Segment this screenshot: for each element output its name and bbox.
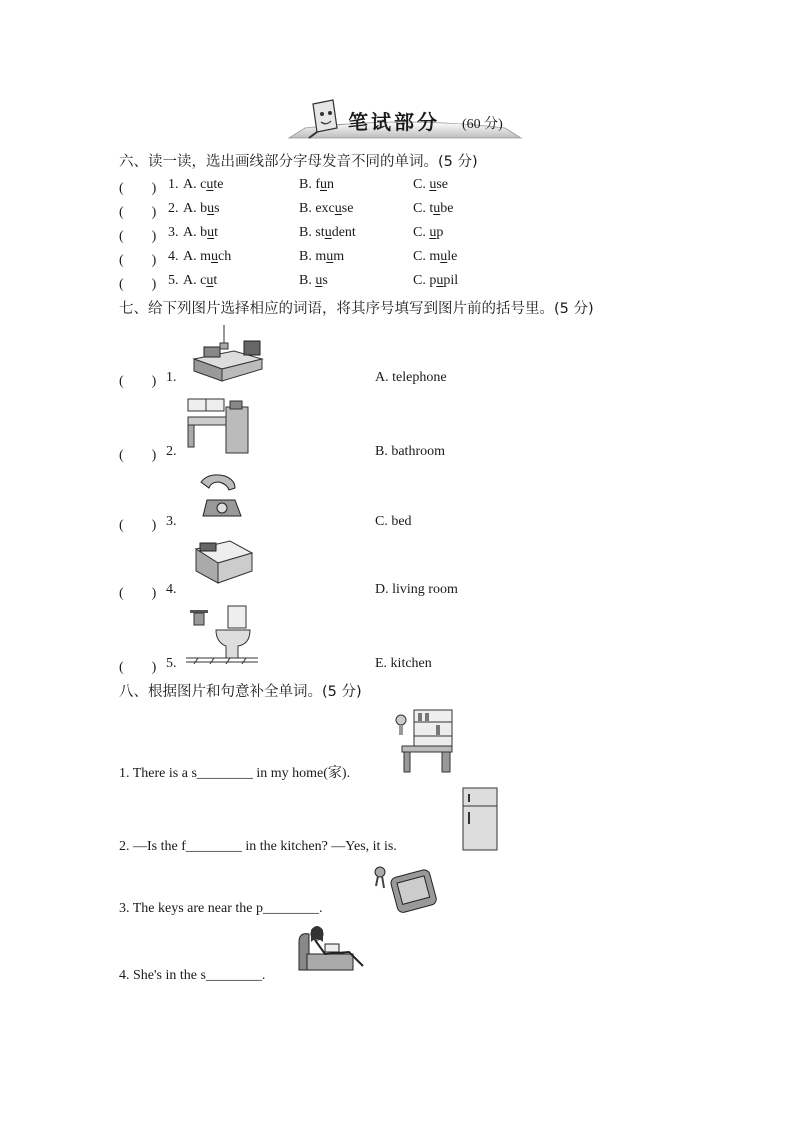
fill-sentence-2: 2. —Is the f________ in the kitchen? —Yes, it is.	[119, 839, 397, 854]
bed-icon	[190, 535, 256, 593]
option-word-pre: b	[200, 201, 208, 216]
option-label: B.	[299, 249, 312, 264]
option-c	[413, 273, 458, 289]
option-word-underlined: u	[429, 177, 437, 192]
question-number: 4.	[166, 582, 177, 597]
word-option: D. living room	[375, 582, 458, 597]
option-label: A.	[183, 201, 197, 216]
option-word-pre: m	[315, 249, 327, 264]
answer-paren: ( )	[119, 205, 157, 220]
option-word-underlined: u	[334, 201, 342, 216]
question-number: 5.	[168, 273, 179, 288]
answer-paren: ( )	[119, 660, 157, 675]
option-word-post: m	[333, 249, 345, 264]
option-c	[413, 201, 453, 217]
option-word-underlined: u	[326, 249, 334, 264]
section6-heading: 六、读一读，选出画线部分字母发音不同的单词。(5 分)	[119, 154, 478, 170]
question-number: 3.	[166, 514, 177, 529]
living-room-icon	[190, 323, 265, 385]
answer-paren: ( )	[119, 448, 157, 463]
option-label: C.	[413, 273, 426, 288]
sofa-woman-icon	[295, 922, 369, 978]
fridge-icon	[460, 786, 500, 852]
fill-sentence-4: 4. She's in the s________.	[119, 968, 266, 983]
option-word-underlined: u	[207, 201, 215, 216]
word-option: A. telephone	[375, 370, 447, 385]
question-number: 1.	[168, 177, 179, 192]
answer-paren: ( )	[119, 277, 157, 292]
word-option: E. kitchen	[375, 656, 432, 671]
section8-heading: 八、根据图片和句意补全单词。(5 分)	[119, 684, 362, 700]
option-word-post: t	[213, 273, 218, 288]
question-number: 3.	[168, 225, 179, 240]
option-b	[299, 201, 353, 217]
option-label: A.	[183, 273, 197, 288]
option-word-pre: m	[200, 249, 212, 264]
answer-paren: ( )	[119, 374, 157, 389]
banner-title: 笔试部分	[348, 110, 440, 134]
option-word-underlined: u	[315, 273, 323, 288]
question-number: 2.	[168, 201, 179, 216]
question-number: 4.	[168, 249, 179, 264]
option-a	[183, 177, 223, 193]
answer-paren: ( )	[119, 586, 157, 601]
option-label: C.	[413, 225, 426, 240]
option-word-underlined: u	[433, 201, 441, 216]
option-word-post: te	[213, 177, 224, 192]
question-number: 5.	[166, 656, 177, 671]
option-a	[183, 273, 217, 289]
bathroom-icon	[186, 602, 258, 664]
question-number: 1.	[166, 370, 177, 385]
option-b	[299, 225, 356, 241]
option-word-post: s	[322, 273, 328, 288]
word-option: B. bathroom	[375, 444, 445, 459]
option-label: B.	[299, 273, 312, 288]
option-word-pre: c	[200, 177, 207, 192]
option-label: A.	[183, 249, 197, 264]
option-word-underlined: u	[429, 225, 437, 240]
study-icon	[392, 708, 454, 774]
option-b	[299, 177, 334, 193]
word-option: C. bed	[375, 514, 412, 529]
option-c	[413, 249, 457, 265]
option-a	[183, 249, 231, 265]
option-b	[299, 273, 328, 289]
option-word-pre: c	[200, 273, 207, 288]
option-word-underlined: u	[211, 249, 219, 264]
option-label: B.	[299, 225, 312, 240]
option-word-post: t	[214, 225, 219, 240]
option-word-pre: p	[429, 273, 437, 288]
option-label: B.	[299, 177, 312, 192]
option-word-post: s	[214, 201, 220, 216]
option-word-post: se	[341, 201, 354, 216]
option-word-post: ch	[218, 249, 232, 264]
fill-sentence-3: 3. The keys are near the p________.	[119, 901, 323, 916]
telephone-icon	[195, 470, 247, 522]
option-word-pre: t	[429, 201, 434, 216]
answer-paren: ( )	[119, 181, 157, 196]
option-word-pre: m	[429, 249, 441, 264]
option-word-underlined: u	[320, 177, 328, 192]
question-number: 2.	[166, 444, 177, 459]
option-c	[413, 177, 448, 193]
option-c	[413, 225, 443, 241]
option-word-pre: f	[315, 177, 321, 192]
option-word-post: se	[436, 177, 449, 192]
option-word-underlined: u	[207, 225, 215, 240]
option-label: C.	[413, 201, 426, 216]
option-a	[183, 201, 220, 217]
option-word-underlined: u	[440, 249, 448, 264]
option-word-post: pil	[443, 273, 459, 288]
phone-keys-icon	[368, 862, 440, 914]
option-word-post: p	[436, 225, 444, 240]
option-word-underlined: u	[206, 273, 214, 288]
banner-score: (60 分)	[462, 117, 503, 132]
option-word-post: n	[327, 177, 335, 192]
option-label: A.	[183, 225, 197, 240]
answer-paren: ( )	[119, 229, 157, 244]
option-word-underlined: u	[436, 273, 444, 288]
option-label: C.	[413, 177, 426, 192]
kitchen-icon	[186, 395, 252, 457]
answer-paren: ( )	[119, 518, 157, 533]
option-label: B.	[299, 201, 312, 216]
option-b	[299, 249, 344, 265]
option-word-underlined: u	[206, 177, 214, 192]
option-word-pre: exc	[315, 201, 335, 216]
fill-sentence-1: 1. There is a s________ in my home(家).	[119, 766, 351, 781]
option-label: A.	[183, 177, 197, 192]
option-a	[183, 225, 218, 241]
option-word-underlined: u	[324, 225, 332, 240]
answer-paren: ( )	[119, 253, 157, 268]
section7-heading: 七、给下列图片选择相应的词语，将其序号填写到图片前的括号里。(5 分)	[119, 301, 594, 317]
option-word-post: le	[447, 249, 458, 264]
option-label: C.	[413, 249, 426, 264]
option-word-pre: st	[315, 225, 325, 240]
option-word-post: dent	[331, 225, 356, 240]
option-word-pre: b	[200, 225, 208, 240]
option-word-post: be	[440, 201, 454, 216]
